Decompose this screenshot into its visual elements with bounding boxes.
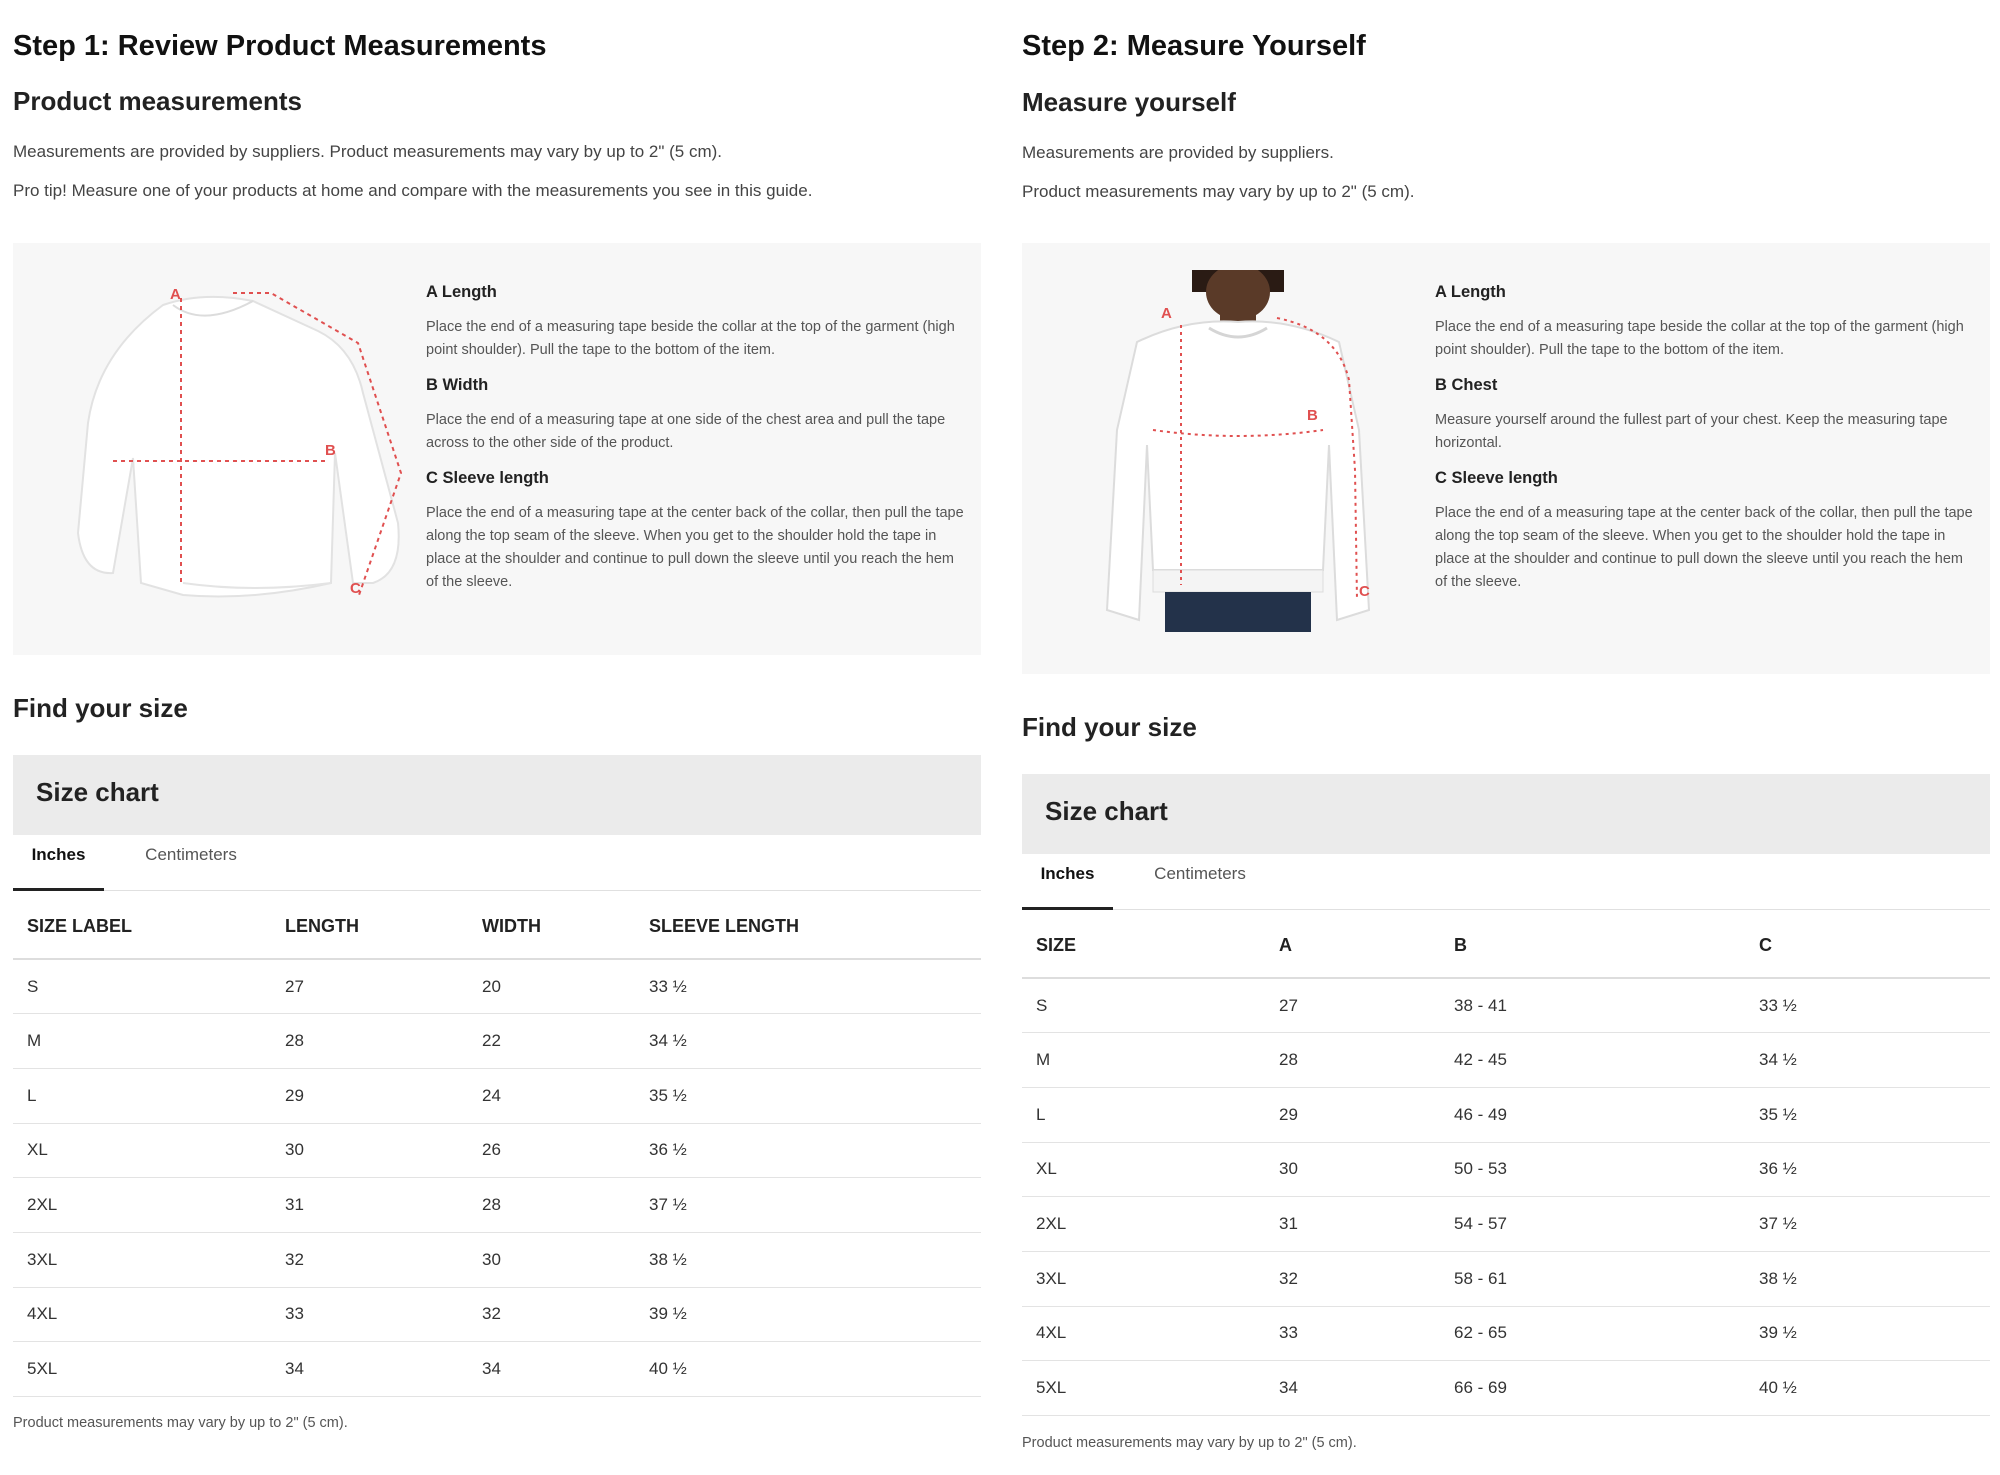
table-row — [1022, 1197, 1990, 1252]
measurement-descriptions — [1435, 283, 1975, 608]
cell: 38 ½ — [635, 1232, 981, 1287]
cell: 28 — [468, 1178, 635, 1233]
cell: 32 — [1265, 1251, 1440, 1306]
measurement-diagram-panel — [1022, 243, 1990, 674]
measure-b-title: B Width — [426, 376, 489, 394]
cell: 33 — [271, 1287, 468, 1342]
label-c: C — [350, 580, 361, 597]
cell: 38 - 41 — [1440, 978, 1745, 1033]
model-sweatshirt-diagram — [1097, 270, 1377, 632]
table-row — [1022, 1251, 1990, 1306]
measure-a-title: A Length — [426, 283, 497, 301]
measurement-footnote: Product measurements may vary by up to 2" (5 cm). — [13, 1415, 348, 1431]
cell: 5XL — [1022, 1361, 1265, 1416]
measurement-diagram-panel — [13, 243, 981, 655]
measure-c-title: C Sleeve length — [1435, 469, 1558, 487]
cell: L — [1022, 1087, 1265, 1142]
cell: 38 ½ — [1745, 1251, 1990, 1306]
cell: 24 — [468, 1068, 635, 1123]
table-header-row — [1022, 914, 1990, 978]
table-row — [13, 1178, 981, 1233]
table-row — [1022, 1142, 1990, 1197]
cell: 2XL — [13, 1178, 271, 1233]
measure-b-title: B Chest — [1435, 376, 1498, 394]
label-c: C — [1359, 583, 1370, 600]
label-b: B — [1307, 407, 1318, 424]
unit-tabs — [1022, 854, 1990, 910]
cell: S — [13, 959, 271, 1014]
cell: 40 ½ — [1745, 1361, 1990, 1416]
find-your-size-heading: Find your size — [1022, 712, 1197, 742]
col-header-width: WIDTH — [468, 895, 635, 959]
tab-centimeters[interactable]: Centimeters — [1154, 864, 1246, 883]
cell: 36 ½ — [1745, 1142, 1990, 1197]
label-a: A — [1161, 305, 1172, 322]
cell: 32 — [271, 1232, 468, 1287]
size-chart-title: Size chart — [36, 777, 159, 807]
measure-b-text: Place the end of a measuring tape at one side of the chest area and pull the tape across to the other side of the product. — [426, 412, 946, 451]
measurement-descriptions — [426, 283, 966, 608]
cell: XL — [1022, 1142, 1265, 1197]
size-chart-header — [1022, 774, 1990, 854]
step-1-title: Step 1: Review Product Measurements — [13, 30, 547, 62]
cell: 26 — [468, 1123, 635, 1178]
intro-text-1: Measurements are provided by suppliers. — [1022, 143, 1334, 162]
find-your-size-heading: Find your size — [13, 693, 188, 723]
table-row — [1022, 1361, 1990, 1416]
body-size-table — [1022, 914, 1990, 1416]
flat-sweatshirt-diagram — [53, 283, 413, 603]
cell: 39 ½ — [635, 1287, 981, 1342]
measure-c-title: C Sleeve length — [426, 469, 549, 487]
table-row — [1022, 1306, 1990, 1361]
unit-tabs — [13, 835, 981, 891]
step-2-title: Step 2: Measure Yourself — [1022, 30, 1366, 62]
cell: 46 - 49 — [1440, 1087, 1745, 1142]
measure-a-text: Place the end of a measuring tape beside the collar at the top of the garment (high point shoulder). Pull the tape to the bottom of the item. — [426, 319, 955, 358]
cell: 35 ½ — [635, 1068, 981, 1123]
cell: 30 — [271, 1123, 468, 1178]
cell: 35 ½ — [1745, 1087, 1990, 1142]
measure-a-text: Place the end of a measuring tape beside the collar at the top of the garment (high point shoulder). Pull the tape to the bottom of the item. — [1435, 319, 1964, 358]
cell: 58 - 61 — [1440, 1251, 1745, 1306]
cell: M — [1022, 1033, 1265, 1088]
cell: 33 ½ — [1745, 978, 1990, 1033]
cell: 66 - 69 — [1440, 1361, 1745, 1416]
cell: 34 ½ — [1745, 1033, 1990, 1088]
cell: 33 — [1265, 1306, 1440, 1361]
cell: 34 — [1265, 1361, 1440, 1416]
col-header-size: SIZE — [1022, 914, 1265, 978]
cell: 4XL — [13, 1287, 271, 1342]
table-row — [1022, 1033, 1990, 1088]
cell: 4XL — [1022, 1306, 1265, 1361]
product-size-table — [13, 895, 981, 1397]
col-header-b: B — [1440, 914, 1745, 978]
cell: L — [13, 1068, 271, 1123]
cell: 31 — [1265, 1197, 1440, 1252]
intro-text-1: Measurements are provided by suppliers. Product measurements may vary by up to 2" (5 cm). — [13, 142, 722, 161]
cell: 28 — [1265, 1033, 1440, 1088]
cell: 40 ½ — [635, 1342, 981, 1397]
col-header-c: C — [1745, 914, 1990, 978]
cell: 50 - 53 — [1440, 1142, 1745, 1197]
cell: 30 — [1265, 1142, 1440, 1197]
cell: 32 — [468, 1287, 635, 1342]
cell: 37 ½ — [1745, 1197, 1990, 1252]
measure-c-text: Place the end of a measuring tape at the center back of the collar, then pull the tape along the top seam of the sleeve. When you get to the shoulder hold the tape in place at the shoulder and continue to pull down the sleeve until you reach the hem of the sleeve. — [426, 505, 964, 590]
table-header-row — [13, 895, 981, 959]
col-header-size-label: SIZE LABEL — [13, 895, 271, 959]
cell: 33 ½ — [635, 959, 981, 1014]
col-header-length: LENGTH — [271, 895, 468, 959]
measure-yourself-heading: Measure yourself — [1022, 87, 1236, 117]
col-header-sleeve-length: SLEEVE LENGTH — [635, 895, 981, 959]
cell: 42 - 45 — [1440, 1033, 1745, 1088]
cell: 36 ½ — [635, 1123, 981, 1178]
table-row — [13, 1068, 981, 1123]
table-row — [1022, 1087, 1990, 1142]
cell: 29 — [271, 1068, 468, 1123]
label-a: A — [170, 286, 181, 303]
table-row — [13, 959, 981, 1014]
tab-inches[interactable]: Inches — [1022, 854, 1113, 910]
measure-c-text: Place the end of a measuring tape at the center back of the collar, then pull the tape along the top seam of the sleeve. When you get to the shoulder hold the tape in place at the shoulder and continue to pull down the sleeve until you reach the hem of the sleeve. — [1435, 505, 1973, 590]
table-row — [1022, 978, 1990, 1033]
table-row — [13, 1287, 981, 1342]
cell: 20 — [468, 959, 635, 1014]
product-measurements-heading: Product measurements — [13, 86, 302, 116]
size-chart-title: Size chart — [1045, 796, 1168, 826]
cell: 62 - 65 — [1440, 1306, 1745, 1361]
cell: S — [1022, 978, 1265, 1033]
cell: 31 — [271, 1178, 468, 1233]
cell: 34 — [468, 1342, 635, 1397]
cell: 54 - 57 — [1440, 1197, 1745, 1252]
table-row — [13, 1123, 981, 1178]
cell: 5XL — [13, 1342, 271, 1397]
label-b: B — [325, 442, 336, 459]
cell: 27 — [1265, 978, 1440, 1033]
cell: 2XL — [1022, 1197, 1265, 1252]
col-header-a: A — [1265, 914, 1440, 978]
table-row — [13, 1342, 981, 1397]
cell: 22 — [468, 1014, 635, 1069]
cell: 30 — [468, 1232, 635, 1287]
measurement-footnote: Product measurements may vary by up to 2" (5 cm). — [1022, 1435, 1357, 1451]
cell: 34 ½ — [635, 1014, 981, 1069]
cell: 29 — [1265, 1087, 1440, 1142]
cell: 34 — [271, 1342, 468, 1397]
cell: 3XL — [13, 1232, 271, 1287]
table-row — [13, 1232, 981, 1287]
cell: 39 ½ — [1745, 1306, 1990, 1361]
tab-centimeters[interactable]: Centimeters — [145, 845, 237, 864]
table-row — [13, 1014, 981, 1069]
measure-a-title: A Length — [1435, 283, 1506, 301]
measure-b-text: Measure yourself around the fullest part of your chest. Keep the measuring tape horizontal. — [1435, 412, 1948, 451]
intro-text-2: Pro tip! Measure one of your products at home and compare with the measurements you see in this guide. — [13, 181, 813, 200]
cell: XL — [13, 1123, 271, 1178]
cell: M — [13, 1014, 271, 1069]
cell: 28 — [271, 1014, 468, 1069]
intro-text-2: Product measurements may vary by up to 2" (5 cm). — [1022, 182, 1415, 201]
cell: 37 ½ — [635, 1178, 981, 1233]
cell: 3XL — [1022, 1251, 1265, 1306]
tab-inches[interactable]: Inches — [13, 835, 104, 891]
cell: 27 — [271, 959, 468, 1014]
size-chart-header — [13, 755, 981, 835]
